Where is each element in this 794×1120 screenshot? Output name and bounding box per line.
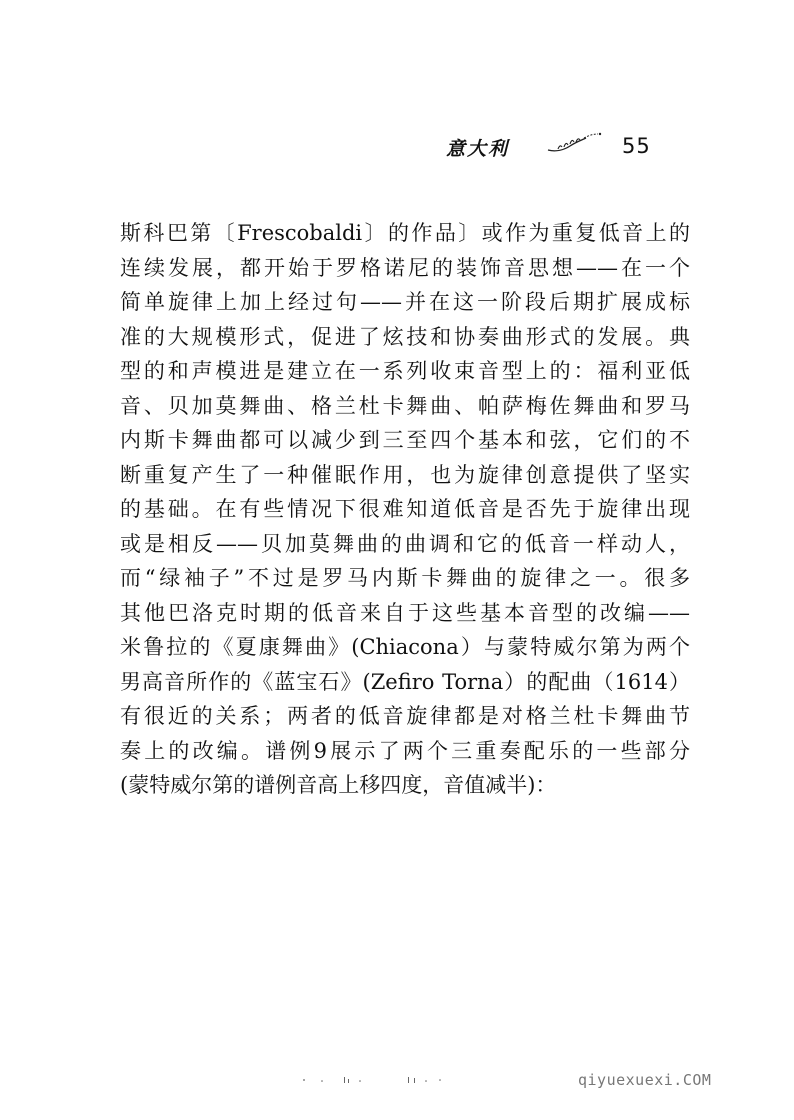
running-title: 意大利 [446, 138, 510, 160]
text-line: 斯科巴第〔Frescobaldi〕的作品〕或作为重复低音上的 [120, 221, 690, 245]
watermark: qiyuexuexi.COM [578, 1071, 712, 1089]
text-line: 奏上的改编。谱例9展示了两个三重奏配乐的一些部分 [120, 738, 690, 763]
text-line: 而“绿袖子”不过是罗马内斯卡舞曲的旋律之一。很多 [120, 566, 690, 590]
page-number: 55 [622, 134, 651, 158]
text-line: 连续发展，都开始于罗格诺尼的装饰音思想——在一个 [120, 255, 690, 280]
text-line: 音、贝加莫舞曲、格兰杜卡舞曲、帕萨梅佐舞曲和罗马 [120, 393, 690, 418]
text-line: 有很近的关系；两者的低音旋律都是对格兰杜卡舞曲节 [120, 704, 690, 728]
scan-noise-marks [300, 1072, 470, 1086]
text-line: 断重复产生了一种催眠作用，也为旋律创意提供了坚实 [120, 462, 690, 487]
text-line: 简单旋律上加上经过句——并在这一阶段后期扩展成标 [120, 290, 690, 314]
text-line: (蒙特威尔第的谱例音高上移四度，音值减半)： [120, 773, 557, 797]
text-line: 的基础。在有些情况下很难知道低音是否先于旋律出现 [120, 497, 690, 521]
flourish-icon [546, 130, 604, 156]
text-line: 型的和声模进是建立在一系列收束音型上的：福利亚低 [120, 359, 690, 383]
text-line: 准的大规模形式，促进了炫技和协奏曲形式的发展。典 [120, 324, 690, 349]
body-paragraph [120, 216, 690, 803]
text-line: 男高音所作的《蓝宝石》(Zefiro Torna）的配曲（1614） [120, 669, 690, 694]
text-line: 内斯卡舞曲都可以减少到三至四个基本和弦，它们的不 [120, 428, 690, 452]
text-line: 其他巴洛克时期的低音来自于这些基本音型的改编—— [120, 600, 690, 625]
page-header [0, 128, 794, 168]
text-line: 米鲁拉的《夏康舞曲》(Chiacona）与蒙特威尔第为两个 [120, 635, 690, 659]
text-line: 或是相反——贝加莫舞曲的曲调和它的低音一样动人， [120, 531, 690, 556]
